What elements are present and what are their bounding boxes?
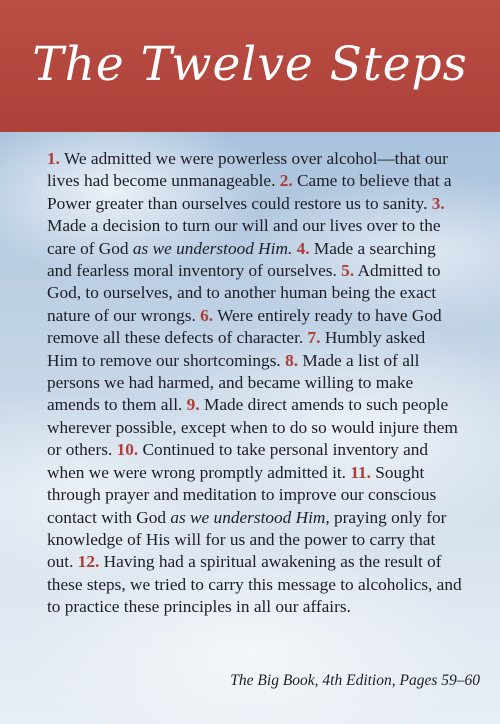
step-number: 11.: [350, 462, 371, 482]
step-text: Made direct amends to such people: [199, 395, 449, 415]
step-number: 5.: [341, 261, 355, 281]
step-text-italic: as we understood Him,: [170, 507, 330, 527]
steps-text: [47, 148, 465, 619]
step-text: Continued to take personal inventory and: [138, 440, 429, 460]
step-text: Humbly asked: [320, 328, 426, 348]
step-number: 1.: [47, 149, 60, 168]
step-text: amends to them all.: [47, 395, 187, 415]
step-text: wherever possible, except when to do so would injure them: [47, 417, 458, 437]
step-text: care of God: [47, 238, 133, 258]
step-text: Were entirely ready to have God: [213, 305, 442, 325]
step-number: 4.: [296, 238, 310, 258]
step-number: 3.: [431, 193, 445, 213]
step-text: We admitted we were powerless over alcohol—that our: [59, 149, 448, 168]
step-number: 6.: [200, 305, 214, 325]
step-number: 9.: [186, 395, 200, 415]
step-text: Power greater than ourselves could restore us to sanity.: [47, 193, 432, 213]
step-text: these steps, we tried to carry this message to alcoholics, and: [47, 574, 462, 594]
step-text-italic: as we understood Him.: [132, 238, 293, 258]
step-text: Made a decision to turn our will and our lives over to the: [47, 216, 441, 236]
step-text: or others.: [47, 440, 117, 460]
step-text: Sought: [370, 462, 425, 482]
step-number: 12.: [77, 552, 100, 572]
page-title: The Twelve Steps: [32, 36, 468, 92]
step-number: 7.: [307, 328, 321, 348]
step-text: lives had become unmanageable.: [47, 171, 280, 191]
step-text: nature of our wrongs.: [47, 305, 201, 325]
step-number: 8.: [285, 350, 299, 370]
step-number: 2.: [279, 171, 293, 191]
step-text: God, to ourselves, and to another human being the exact: [47, 283, 437, 303]
step-text: when we were wrong promptly admitted it.: [47, 462, 351, 482]
step-text: praying only for: [329, 507, 447, 527]
step-text: knowledge of His will for us and the power to carry that: [47, 529, 436, 549]
step-text: Came to believe that a: [292, 171, 452, 191]
header-banner: [0, 0, 500, 132]
step-text: persons we had harmed, and became willing to make: [47, 373, 414, 393]
step-text: through prayer and meditation to improve our conscious: [47, 485, 437, 505]
step-text: remove all these defects of character.: [47, 328, 308, 348]
step-text: Having had a spiritual awakening as the result of: [99, 552, 442, 572]
step-text: out.: [47, 552, 78, 572]
step-text: Admitted to: [354, 261, 441, 281]
step-text: Made a list of all: [298, 350, 420, 370]
step-number: 10.: [116, 440, 139, 460]
step-text: contact with God: [47, 507, 171, 527]
sky-background: [0, 132, 500, 724]
step-text: Made a searching: [309, 238, 436, 258]
step-text: Him to remove our shortcomings.: [47, 350, 286, 370]
step-text: to practice these principles in all our affairs.: [47, 597, 351, 617]
source-citation: The Big Book, 4th Edition, Pages 59–60: [230, 672, 480, 689]
step-text: and fearless moral inventory of ourselves.: [47, 261, 342, 281]
